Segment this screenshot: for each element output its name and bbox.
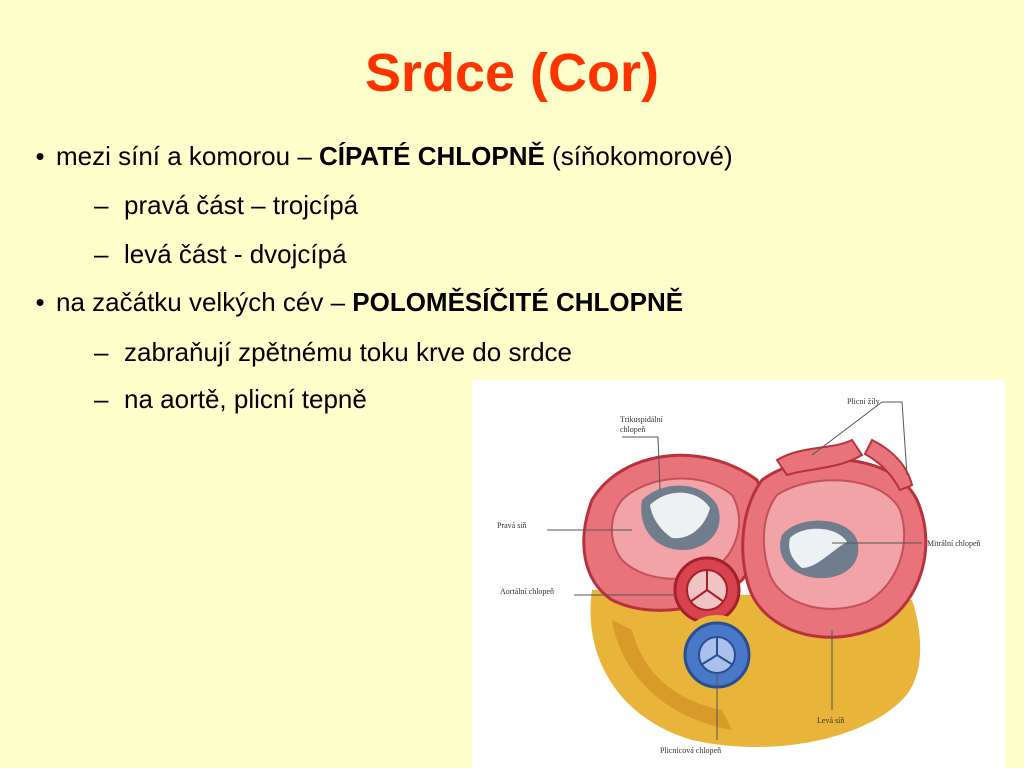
label-aortic: Aortální chlopeň (500, 587, 554, 596)
sub-bullet-item (94, 335, 572, 369)
label-right-atrium: Pravá síň (497, 521, 527, 530)
bullet-text-prefix: na začátku velkých cév – (56, 287, 353, 317)
sub-bullet-text: na aortě, plicní tepně (124, 384, 367, 414)
sub-bullet-text: pravá část – trojcípá (124, 190, 359, 220)
bullet-item (24, 285, 683, 319)
dash-marker: – (94, 384, 109, 414)
bullet-marker: • (35, 287, 45, 317)
bullet-marker: • (35, 141, 45, 171)
label-pulmonary-veins: Plicní žíly (847, 397, 880, 406)
slide-title: Srdce (Cor) (364, 43, 660, 103)
bullet-text-bold: POLOMĚSÍČITÉ CHLOPNĚ (352, 287, 684, 317)
sub-bullet-text: zabraňují zpětnému toku krve do srdce (124, 337, 573, 367)
heart-valves-svg (472, 380, 1005, 768)
bullet-text-prefix: mezi síní a komorou – (56, 141, 319, 171)
label-left-atrium: Levá síň (817, 716, 845, 725)
dash-marker: – (94, 239, 109, 269)
dash-marker: – (94, 190, 109, 220)
heart-valves-illustration (472, 380, 1005, 768)
sub-bullet-item (94, 188, 358, 222)
label-tricuspid-line1: Trikuspidální (620, 415, 663, 424)
label-tricuspid-line2: chlopeň (620, 425, 646, 434)
label-mitral: Mitrální chlopeň (927, 539, 981, 548)
bullet-text-bold: CÍPATÉ CHLOPNĚ (319, 141, 545, 171)
sub-bullet-text: levá část - dvojcípá (124, 239, 347, 269)
bullet-text-suffix: (síňokomorové) (544, 141, 733, 171)
dash-marker: – (94, 337, 109, 367)
sub-bullet-item (94, 237, 347, 271)
bullet-item (24, 139, 733, 173)
label-pulmonary-valve: Plicnicová chlopeň (660, 746, 722, 755)
sub-bullet-item (94, 382, 367, 416)
